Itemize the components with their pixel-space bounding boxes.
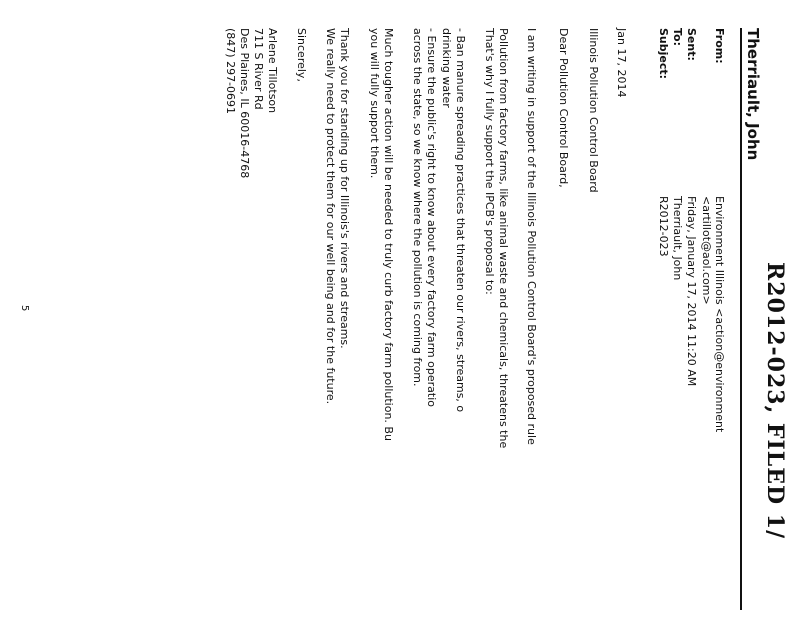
- signature-phone: (847) 297-0691: [224, 28, 237, 115]
- from-label: From:: [713, 28, 726, 64]
- header-name: Therriault, John: [744, 28, 762, 161]
- signature-city: Des Plaines, IL 60016-4768: [238, 28, 251, 179]
- page-number: 5: [19, 305, 30, 312]
- letter-date: Jan 17, 2014: [615, 28, 628, 98]
- intro-line-2: Pollution from factory farms, like animal waste and chemicals, threatens the: [497, 28, 510, 449]
- subject-label: Subject:: [657, 28, 670, 80]
- thanks-line-2: We really need to protect them for our well being and for the future.: [324, 28, 337, 405]
- signoff: Sincerely,: [295, 28, 308, 82]
- to-label: To:: [671, 28, 684, 46]
- bullet-1-line-2: drinking water: [440, 28, 453, 108]
- intro-line-3: That's why I fully support the IPCB's proposal to:: [483, 28, 496, 295]
- thanks-line-1: Thank you for standing up for Illinois's rivers and streams.: [338, 28, 351, 349]
- from-value-line-2: <artillot@aol.com>: [700, 196, 713, 305]
- closing-line-1: Much tougher action will be needed to truly curb factory farm pollution. Bu: [382, 28, 395, 441]
- sent-label: Sent:: [685, 28, 698, 61]
- from-value-line-1: Environment Illinois <action@environment: [713, 196, 726, 433]
- header-divider: [740, 28, 742, 610]
- recipient: Illinois Pollution Control Board: [587, 28, 600, 193]
- subject-value: R2012-023: [657, 196, 670, 257]
- intro-line-1: I am writing in support of the Illinois Pollution Control Board's proposed rule: [525, 28, 538, 445]
- closing-line-2: you will fully support them.: [368, 28, 381, 179]
- sent-value: Friday, January 17, 2014 11:20 AM: [685, 196, 698, 387]
- bullet-1-line-1: - Ban manure spreading practices that threaten our rivers, streams, o: [454, 28, 467, 413]
- bullet-2-line-1: - Ensure the public's right to know about every factory farm operatio: [425, 28, 438, 408]
- signature-street: 711 S River Rd: [252, 28, 265, 110]
- filing-stamp: R2012-023, FILED 1/: [762, 262, 788, 540]
- salutation: Dear Pollution Control Board,: [557, 28, 570, 188]
- to-value: Therriault, John: [671, 196, 684, 281]
- bullet-2-line-2: across the state, so we know where the pollution is coming from.: [411, 28, 424, 387]
- signature-name: Arlene Tillotson: [266, 28, 279, 114]
